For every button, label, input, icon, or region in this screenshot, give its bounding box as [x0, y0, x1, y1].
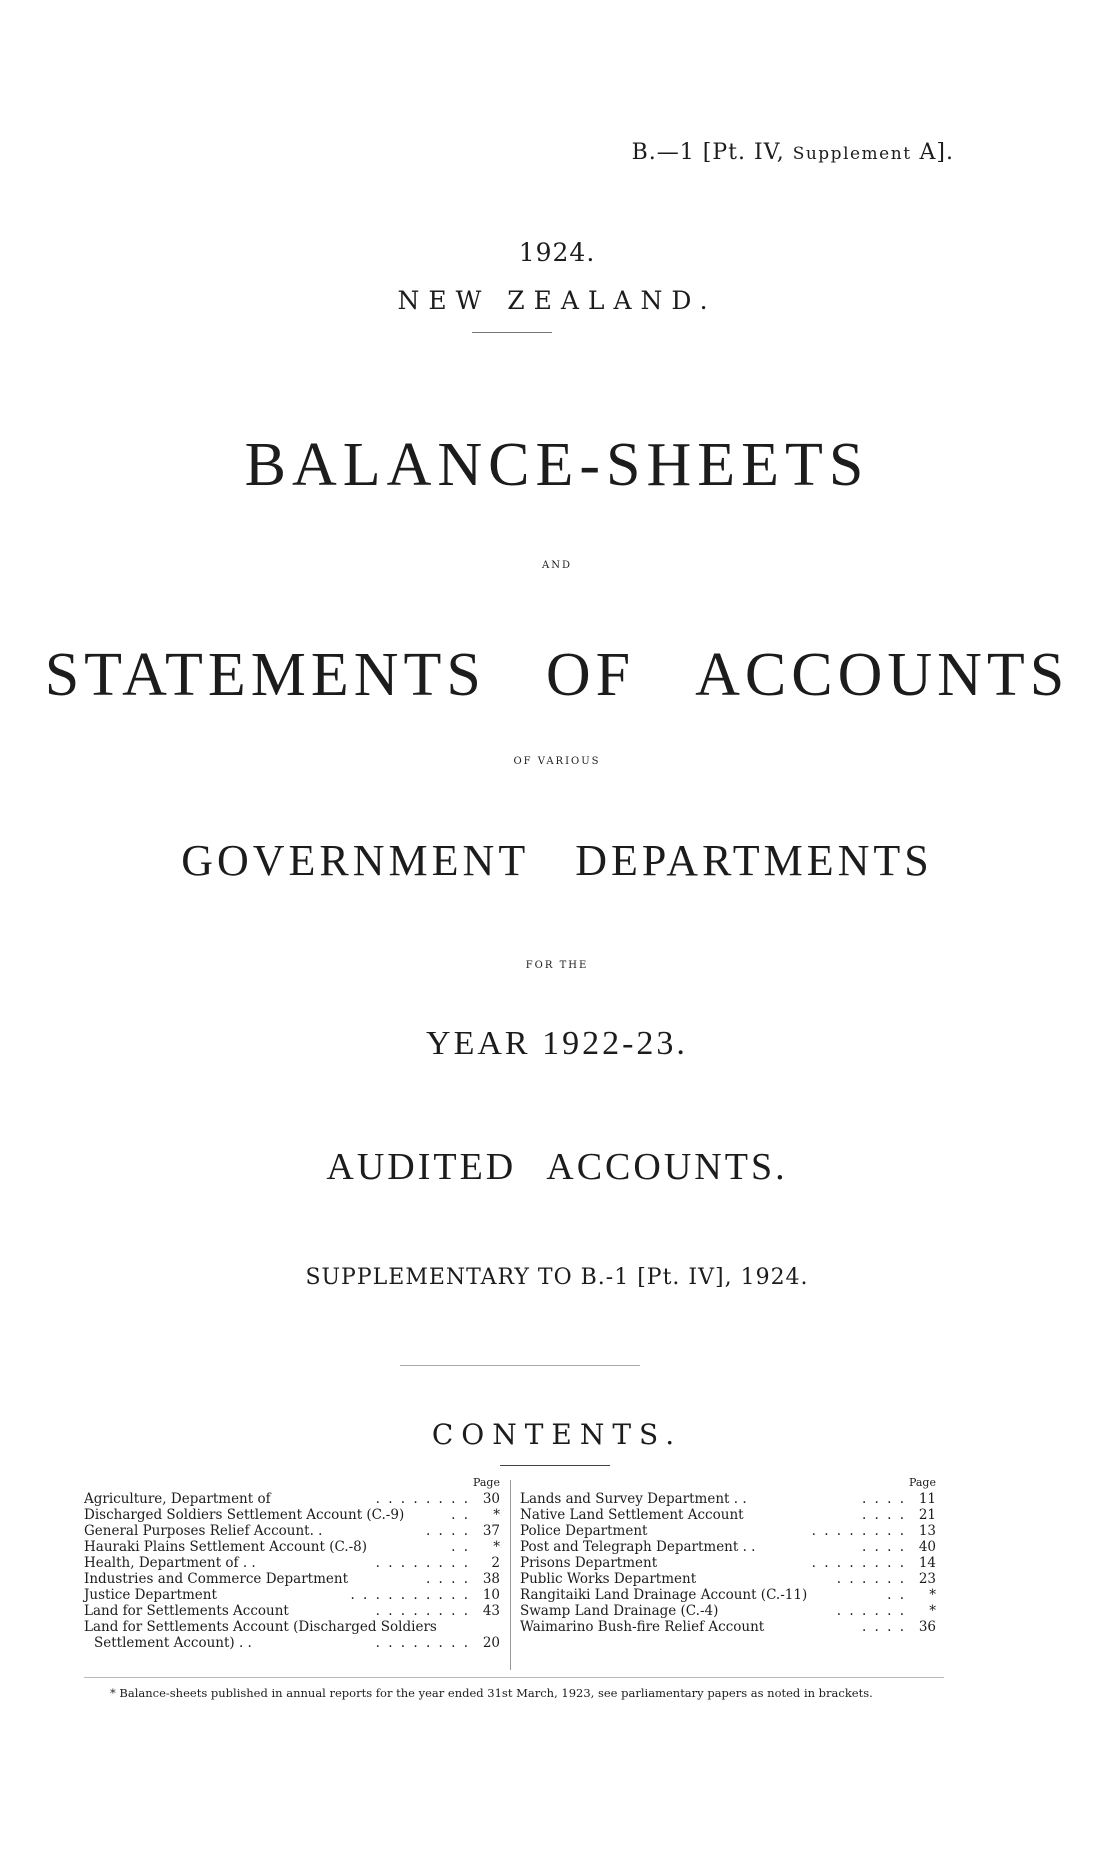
supplementary-line: SUPPLEMENTARY TO B.-1 [Pt. IV], 1924.: [305, 1265, 809, 1290]
contents-entry: [520, 1539, 940, 1555]
contents-entry-leader: . . . .: [861, 1507, 906, 1523]
page-column-label: Page: [472, 1476, 500, 1489]
contents-entry-page: 14: [918, 1555, 936, 1571]
title-connector-for-the: FOR THE: [525, 960, 589, 971]
contents-entry-page: 43: [482, 1603, 500, 1619]
contents-entry-leader: . . . . . . . .: [375, 1635, 470, 1651]
contents-entry-label: Settlement Account) . .: [94, 1635, 252, 1651]
reference-suffix: A].: [911, 140, 954, 165]
column-divider: [510, 1480, 511, 1670]
contents-entry-leader: . . . .: [861, 1491, 906, 1507]
contents-entry: [84, 1635, 504, 1651]
contents-entry-page: 10: [482, 1587, 500, 1603]
contents-entry-label: Health, Department of . .: [84, 1555, 256, 1571]
contents-entry-page: 21: [918, 1507, 936, 1523]
contents-entry-page: *: [493, 1539, 500, 1555]
contents-entry-leader: . . . . . . . . . .: [350, 1587, 470, 1603]
contents-entry-label: Land for Settlements Account (Discharged Soldiers: [84, 1619, 437, 1635]
contents-entry-leader: . . . .: [861, 1539, 906, 1555]
contents-entry-leader: . .: [451, 1507, 470, 1523]
contents-entry: [84, 1555, 504, 1571]
title-word-of: OF: [545, 641, 636, 709]
contents-entry-label: Discharged Soldiers Settlement Account (C.-9): [84, 1507, 405, 1523]
contents-entry: [520, 1619, 940, 1635]
contents-entry-leader: . . . . . . . .: [375, 1491, 470, 1507]
footnote: * Balance-sheets published in annual reports for the year ended 31st March, 1923, see parliamentary papers as noted in brackets.: [110, 1686, 873, 1700]
contents-entry-leader: . .: [887, 1587, 906, 1603]
title-line-1: BALANCE-SHEETS: [244, 431, 870, 499]
title-word-departments: DEPARTMENTS: [575, 836, 933, 885]
contents-entry: [520, 1603, 940, 1619]
contents-entry: [520, 1523, 940, 1539]
contents-entry-label: General Purposes Relief Account. .: [84, 1523, 323, 1539]
publication-year: 1924.: [518, 238, 596, 267]
contents-entry-page: 2: [491, 1555, 500, 1571]
contents-entry-page: 13: [918, 1523, 936, 1539]
contents-entry-leader: . . . . . . . .: [375, 1555, 470, 1571]
contents-entry: [520, 1555, 940, 1571]
contents-entry-label: Native Land Settlement Account: [520, 1507, 744, 1523]
contents-entry: [84, 1539, 504, 1555]
contents-entry-leader: . . . .: [425, 1523, 470, 1539]
reference-prefix: B.—1 [: [631, 140, 713, 165]
contents-heading: CONTENTS.: [431, 1418, 683, 1451]
contents-entry-label: Prisons Department: [520, 1555, 658, 1571]
contents-entry-page: *: [929, 1587, 936, 1603]
contents-entry-leader: . .: [451, 1539, 470, 1555]
contents-entry-leader: . . . . . .: [836, 1571, 906, 1587]
rule-divider: [500, 1465, 610, 1466]
contents-entry-label: Police Department: [520, 1523, 648, 1539]
contents-entry-label: Industries and Commerce Department: [84, 1571, 349, 1587]
document-reference: [632, 140, 954, 165]
title-line-2: [0, 640, 1114, 711]
title-line-3: [0, 835, 1114, 886]
contents-entry: [520, 1491, 940, 1507]
contents-entry-label: Lands and Survey Department . .: [520, 1491, 747, 1507]
contents-entry-leader: . . . . . . . .: [811, 1523, 906, 1539]
rule-divider: [400, 1365, 640, 1366]
contents-entry-label: Hauraki Plains Settlement Account (C.-8): [84, 1539, 368, 1555]
contents-right-column: [520, 1475, 940, 1635]
reference-supplement: Supplement: [792, 144, 912, 164]
contents-entry-leader: . . . .: [861, 1619, 906, 1635]
contents-entry-leader: . . . . . . . .: [811, 1555, 906, 1571]
contents-entry-page: 38: [482, 1571, 500, 1587]
title-word-audited: AUDITED: [326, 1146, 517, 1188]
contents-entry-label: Waimarino Bush-fire Relief Account: [520, 1619, 765, 1635]
contents-entry: [84, 1619, 504, 1635]
title-line-5: [0, 1145, 1114, 1189]
page-column-label: Page: [908, 1476, 936, 1489]
contents-entry: [520, 1507, 940, 1523]
contents-entry-page: 37: [482, 1523, 500, 1539]
title-connector-of-various: OF VARIOUS: [513, 756, 601, 767]
rule-divider: [84, 1677, 944, 1678]
contents-entry: [520, 1571, 940, 1587]
country-heading: NEW ZEALAND.: [397, 286, 717, 315]
contents-entry-page: 40: [918, 1539, 936, 1555]
reference-part: Pt. IV,: [712, 140, 793, 165]
contents-entry-page: 36: [918, 1619, 936, 1635]
contents-entry: [520, 1587, 940, 1603]
contents-entry: [84, 1491, 504, 1507]
contents-entry-label: Post and Telegraph Department . .: [520, 1539, 756, 1555]
title-word-accounts: ACCOUNTS: [695, 641, 1070, 709]
contents-entry: [84, 1603, 504, 1619]
contents-entry-page: 23: [918, 1571, 936, 1587]
title-line-4: YEAR 1922-23.: [426, 1025, 688, 1062]
contents-entry-page: *: [493, 1507, 500, 1523]
title-connector-and: AND: [542, 560, 572, 571]
contents-entry: [84, 1523, 504, 1539]
contents-entry: [84, 1571, 504, 1587]
contents-entry: [84, 1587, 504, 1603]
contents-entry-leader: . . . . . . . .: [375, 1603, 470, 1619]
contents-entry-leader: . . . .: [425, 1571, 470, 1587]
contents-entry-label: Swamp Land Drainage (C.-4): [520, 1603, 719, 1619]
contents-entry-leader: . . . . . .: [836, 1603, 906, 1619]
contents-entry-page: 20: [482, 1635, 500, 1651]
title-word-government: GOVERNMENT: [181, 836, 530, 885]
contents-entry-label: Land for Settlements Account: [84, 1603, 289, 1619]
contents-entry-page: 11: [918, 1491, 936, 1507]
rule-divider: [472, 332, 552, 333]
contents-entry-label: Public Works Department: [520, 1571, 697, 1587]
contents-entry-label: Justice Department: [84, 1587, 217, 1603]
contents-entry: [84, 1507, 504, 1523]
title-word-statements: STATEMENTS: [44, 641, 486, 709]
contents-entry-page: *: [929, 1603, 936, 1619]
contents-left-column: [84, 1475, 504, 1651]
title-word-accounts-2: ACCOUNTS.: [546, 1146, 788, 1188]
contents-entry-label: Agriculture, Department of: [84, 1491, 271, 1507]
contents-entry-page: 30: [482, 1491, 500, 1507]
contents-entry-label: Rangitaiki Land Drainage Account (C.-11): [520, 1587, 808, 1603]
